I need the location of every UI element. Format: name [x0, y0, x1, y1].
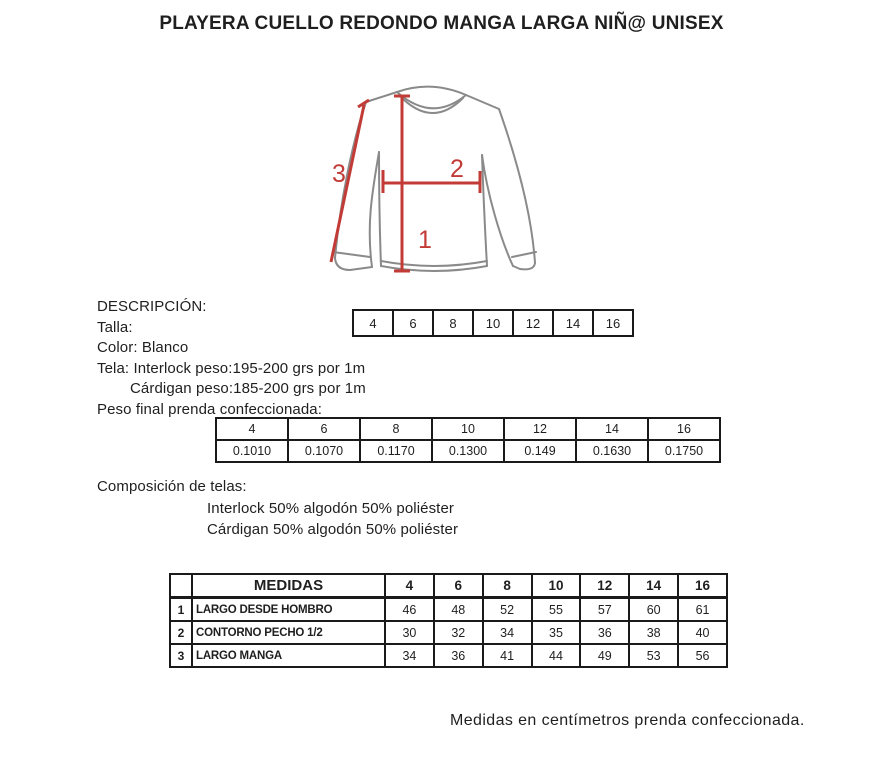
weight-cell: 0.1070	[288, 440, 360, 462]
row-label: LARGO MANGA	[192, 644, 385, 667]
measure-value-cell: 60	[629, 598, 678, 622]
row-number: 2	[170, 621, 192, 644]
cardigan-line: Cárdigan peso:185-200 grs por 1m	[130, 380, 366, 398]
page-title: PLAYERA CUELLO REDONDO MANGA LARGA NIÑ@ UNISEX	[159, 13, 724, 34]
tela-line: Tela: Interlock peso:195-200 grs por 1m	[97, 359, 366, 377]
weight-cell: 0.1630	[576, 440, 648, 462]
measure-value-cell: 49	[580, 644, 629, 667]
measurements-table	[169, 573, 728, 668]
composition-interlock: Interlock 50% algodón 50% poliéster	[207, 499, 454, 517]
measure-value-cell: 38	[629, 621, 678, 644]
size-cell: 8	[433, 310, 473, 336]
size-strip-table	[352, 309, 634, 337]
size-header-cell: 6	[434, 574, 483, 598]
composition-heading: Composición de telas:	[97, 478, 247, 495]
weight-cell: 0.1170	[360, 440, 432, 462]
size-header-cell: 4	[385, 574, 434, 598]
size-cell: 10	[432, 418, 504, 440]
row-label: CONTORNO PECHO 1/2	[192, 621, 385, 644]
size-cell: 14	[576, 418, 648, 440]
size-cell: 16	[593, 310, 633, 336]
size-header-cell: 10	[532, 574, 581, 598]
medidas-header: MEDIDAS	[192, 574, 385, 598]
weight-cell: 0.1750	[648, 440, 720, 462]
measure-value-cell: 36	[580, 621, 629, 644]
size-cell: 6	[393, 310, 433, 336]
size-cell: 12	[504, 418, 576, 440]
measure-value-cell: 35	[532, 621, 581, 644]
weight-table	[215, 417, 721, 463]
footer-note: Medidas en centímetros prenda confeccionada.	[450, 712, 805, 729]
measure-value-cell: 52	[483, 598, 532, 622]
size-header-cell: 16	[678, 574, 727, 598]
measure-value-cell: 40	[678, 621, 727, 644]
measurements-header-row	[170, 574, 727, 598]
measure-value-cell: 57	[580, 598, 629, 622]
measure-value-cell: 34	[483, 621, 532, 644]
description-block	[97, 297, 366, 421]
size-strip-row	[353, 310, 633, 336]
talla-label: Talla:	[97, 318, 133, 336]
weight-cell: 0.1010	[216, 440, 288, 462]
measure-value-cell: 48	[434, 598, 483, 622]
weight-table-sizes-row	[216, 418, 720, 440]
measure-value-cell: 32	[434, 621, 483, 644]
weight-cell: 0.1300	[432, 440, 504, 462]
measurement-lines	[331, 96, 480, 271]
row-label: LARGO DESDE HOMBRO	[192, 598, 385, 622]
size-header-cell: 14	[629, 574, 678, 598]
measure-value-cell: 30	[385, 621, 434, 644]
description-heading: DESCRIPCIÓN:	[97, 298, 207, 315]
composition-cardigan: Cárdigan 50% algodón 50% poliéster	[207, 521, 459, 538]
measure-value-cell: 34	[385, 644, 434, 667]
size-cell: 10	[473, 310, 513, 336]
measure-value-cell: 61	[678, 598, 727, 622]
measure-value-cell: 56	[678, 644, 727, 667]
size-cell: 16	[648, 418, 720, 440]
row-number: 1	[170, 598, 192, 622]
measure-row-largo-desde-hombro	[170, 598, 727, 622]
size-cell: 4	[353, 310, 393, 336]
measure-value-cell: 55	[532, 598, 581, 622]
row-number: 3	[170, 644, 192, 667]
measure-value-cell: 44	[532, 644, 581, 667]
size-cell: 6	[288, 418, 360, 440]
corner-cell	[170, 574, 192, 598]
measure-value-cell: 36	[434, 644, 483, 667]
size-cell: 12	[513, 310, 553, 336]
size-cell: 8	[360, 418, 432, 440]
color-line: Color: Blanco	[97, 339, 189, 357]
composition-block	[97, 476, 458, 541]
size-cell: 4	[216, 418, 288, 440]
weight-cell: 0.149	[504, 440, 576, 462]
size-header-cell: 12	[580, 574, 629, 598]
measure-value-cell: 46	[385, 598, 434, 622]
measure-label-1: 1	[418, 226, 432, 254]
measure-label-2: 2	[450, 155, 464, 183]
peso-line: Peso final prenda confeccionada:	[97, 400, 323, 418]
measure-row-largo-manga	[170, 644, 727, 667]
measure-label-3: 3	[332, 160, 346, 188]
measure-value-cell: 41	[483, 644, 532, 667]
weight-table-values-row	[216, 440, 720, 462]
size-cell: 14	[553, 310, 593, 336]
size-header-cell: 8	[483, 574, 532, 598]
shirt-diagram	[310, 73, 550, 288]
measure-value-cell: 53	[629, 644, 678, 667]
measure-row-contorno-pecho	[170, 621, 727, 644]
